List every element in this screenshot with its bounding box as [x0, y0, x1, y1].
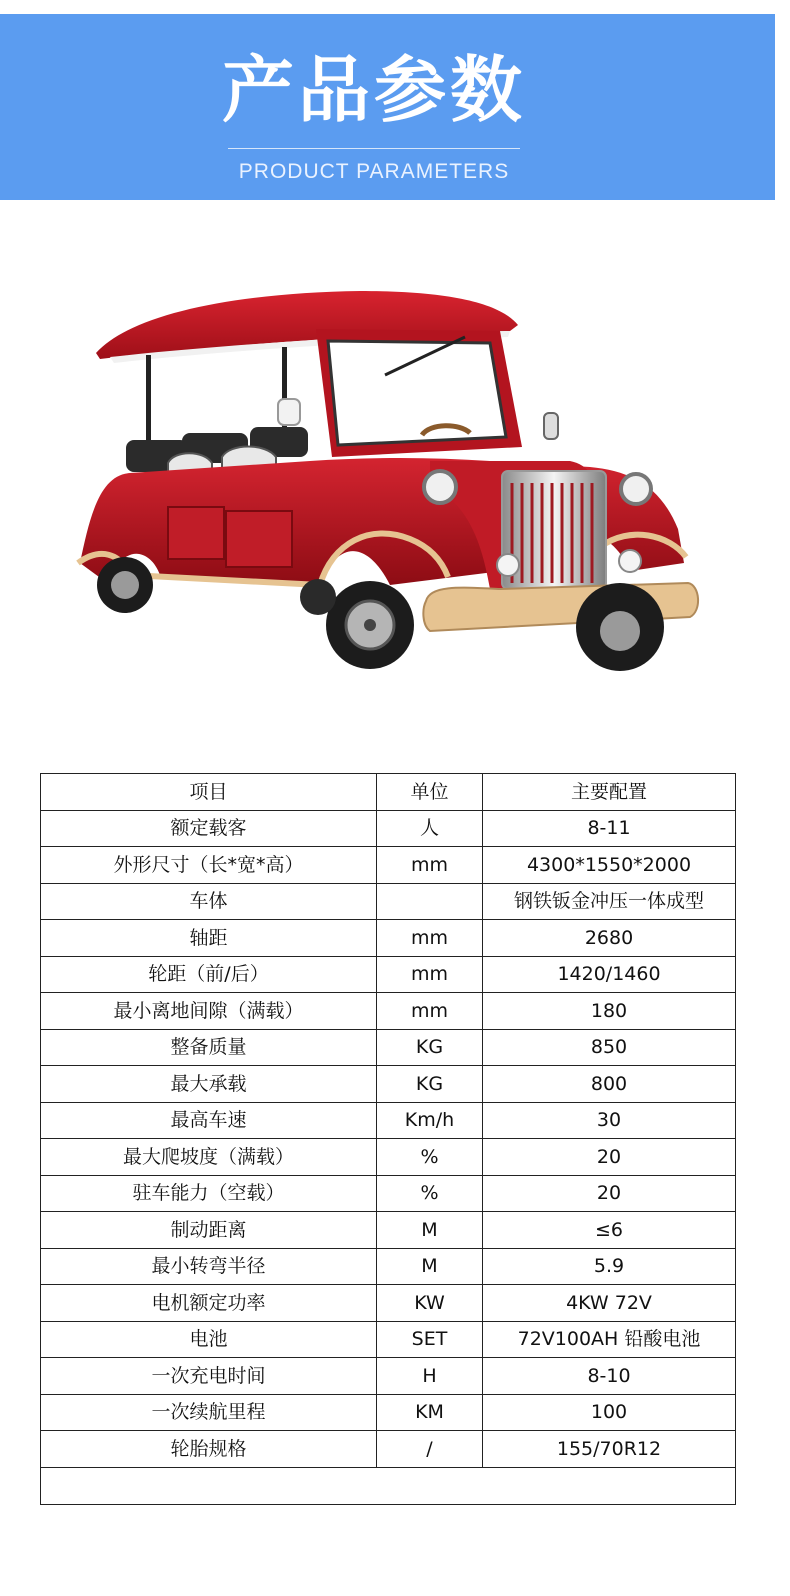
cell-unit: 人	[377, 810, 483, 847]
cell-unit: H	[377, 1358, 483, 1395]
sightseeing-car-icon	[70, 285, 710, 705]
cell-unit: M	[377, 1212, 483, 1249]
cell-value: 1420/1460	[483, 956, 736, 993]
table-row	[41, 1285, 736, 1322]
cell-value: 2680	[483, 920, 736, 957]
table-row	[41, 883, 736, 920]
cell-value: 155/70R12	[483, 1431, 736, 1468]
cell-value: 180	[483, 993, 736, 1030]
title-divider	[228, 148, 520, 149]
cell-unit: %	[377, 1139, 483, 1176]
table-row	[41, 1248, 736, 1285]
cell-item: 轴距	[41, 920, 377, 957]
cell-value: 30	[483, 1102, 736, 1139]
cell-item: 整备质量	[41, 1029, 377, 1066]
cell-value: 5.9	[483, 1248, 736, 1285]
cell-unit: mm	[377, 920, 483, 957]
cell-value: 钢铁钣金冲压一体成型	[483, 883, 736, 920]
page-title: 产品参数	[221, 48, 526, 132]
table-row	[41, 1394, 736, 1431]
cell-value: 800	[483, 1066, 736, 1103]
cell-value: 100	[483, 1394, 736, 1431]
cell-unit: mm	[377, 993, 483, 1030]
table-row	[41, 1175, 736, 1212]
table-row	[41, 1321, 736, 1358]
cell-value: 850	[483, 1029, 736, 1066]
table-footer-row	[41, 1467, 736, 1504]
cell-item: 车体	[41, 883, 377, 920]
cell-value: ≤6	[483, 1212, 736, 1249]
cell-unit: KG	[377, 1029, 483, 1066]
cell-item: 驻车能力（空载）	[41, 1175, 377, 1212]
cell-item: 最小转弯半径	[41, 1248, 377, 1285]
cell-value: 20	[483, 1175, 736, 1212]
cell-value: 4300*1550*2000	[483, 847, 736, 884]
cell-item: 电机额定功率	[41, 1285, 377, 1322]
table-row	[41, 956, 736, 993]
table-row	[41, 920, 736, 957]
cell-item: 一次充电时间	[41, 1358, 377, 1395]
cell-item: 轮胎规格	[41, 1431, 377, 1468]
cell-unit: SET	[377, 1321, 483, 1358]
cell-unit: /	[377, 1431, 483, 1468]
cell-value: 20	[483, 1139, 736, 1176]
cell-value: 8-11	[483, 810, 736, 847]
table-row	[41, 1102, 736, 1139]
cell-item: 额定载客	[41, 810, 377, 847]
cell-item: 电池	[41, 1321, 377, 1358]
table-row	[41, 1358, 736, 1395]
spec-table	[40, 773, 736, 1505]
cell-unit: mm	[377, 847, 483, 884]
table-header-row	[41, 774, 736, 811]
header-unit: 单位	[377, 774, 483, 811]
table-row	[41, 993, 736, 1030]
cell-item: 最大爬坡度（满载）	[41, 1139, 377, 1176]
cell-item: 最高车速	[41, 1102, 377, 1139]
cell-item: 轮距（前/后）	[41, 956, 377, 993]
table-row	[41, 1066, 736, 1103]
table-row	[41, 1212, 736, 1249]
cell-unit: %	[377, 1175, 483, 1212]
page-subtitle: PRODUCT PARAMETERS	[238, 160, 510, 183]
cell-unit: KG	[377, 1066, 483, 1103]
header-banner	[0, 14, 775, 200]
cell-unit: mm	[377, 956, 483, 993]
cell-unit: Km/h	[377, 1102, 483, 1139]
table-row	[41, 847, 736, 884]
cell-unit: KM	[377, 1394, 483, 1431]
empty-cell	[41, 1467, 736, 1504]
cell-value: 72V100AH 铅酸电池	[483, 1321, 736, 1358]
table-row	[41, 1029, 736, 1066]
cell-item: 制动距离	[41, 1212, 377, 1249]
header-item: 项目	[41, 774, 377, 811]
cell-item: 一次续航里程	[41, 1394, 377, 1431]
cell-value: 4KW 72V	[483, 1285, 736, 1322]
cell-unit: KW	[377, 1285, 483, 1322]
cell-unit: M	[377, 1248, 483, 1285]
cell-value: 8-10	[483, 1358, 736, 1395]
table-row	[41, 1431, 736, 1468]
cell-item: 最小离地间隙（满载）	[41, 993, 377, 1030]
product-image	[70, 285, 710, 705]
table-row	[41, 1139, 736, 1176]
cell-item: 最大承载	[41, 1066, 377, 1103]
cell-item: 外形尺寸（长*宽*高）	[41, 847, 377, 884]
cell-unit	[377, 883, 483, 920]
table-row	[41, 810, 736, 847]
header-config: 主要配置	[483, 774, 736, 811]
